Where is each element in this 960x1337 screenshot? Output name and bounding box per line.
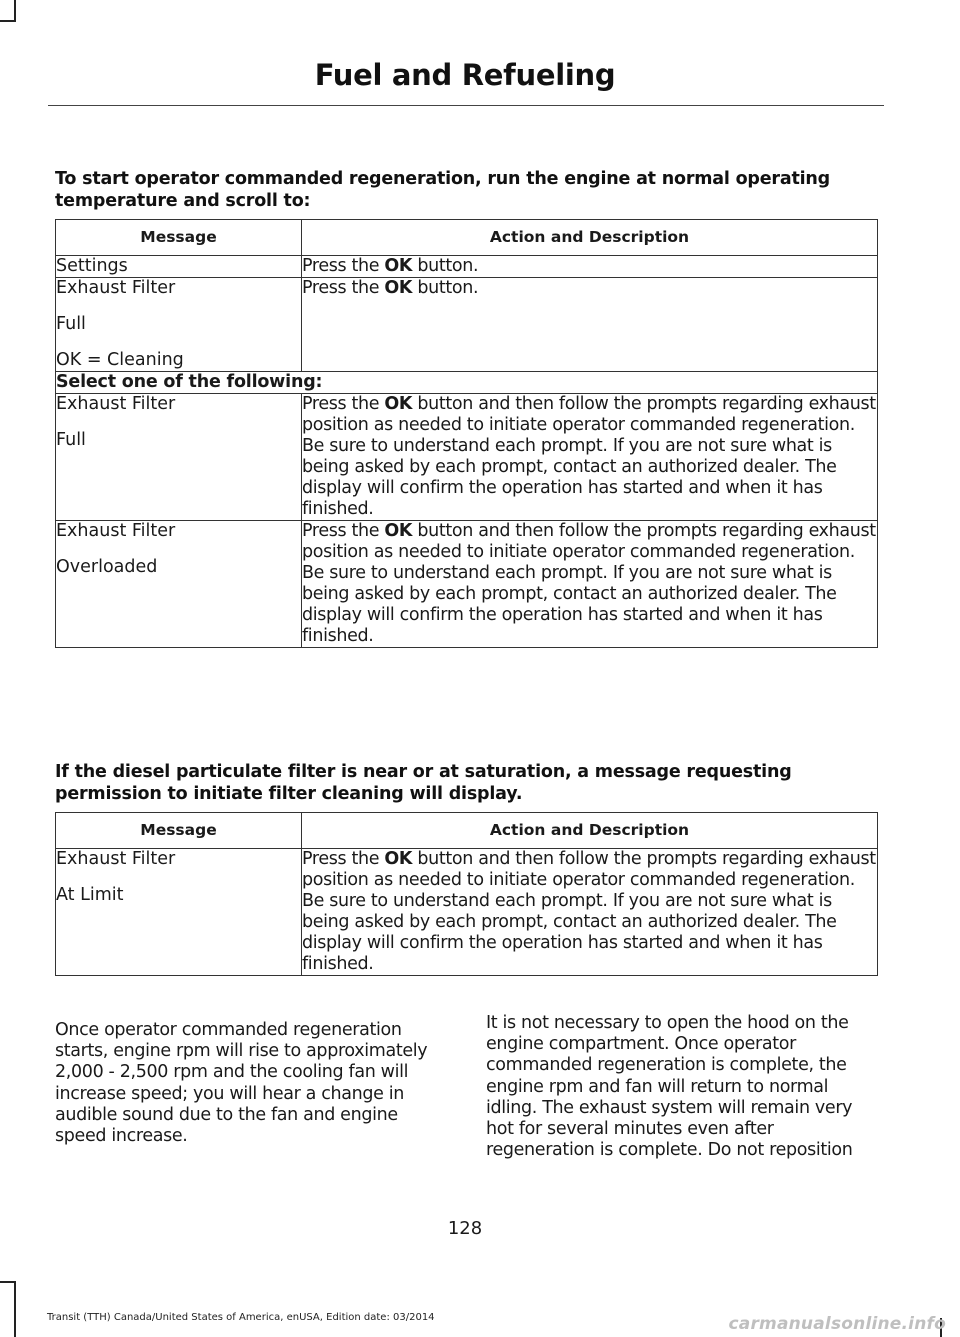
header-divider (48, 105, 884, 106)
table-row (56, 278, 878, 372)
column-header-message: Message (56, 813, 302, 849)
message-line: Full (56, 314, 86, 334)
action-text: button and then follow the prompts regarding exhaust position as needed to initiate operator commanded regeneration. Be sure to understand each prompt. If you are not sure what is being asked by each prompt, contact an authorized dealer. The display will confirm the operation has started and when it has finished. (302, 849, 876, 974)
table-header-row (56, 220, 878, 256)
message-line: Exhaust Filter (56, 521, 176, 541)
action-cell (302, 278, 878, 372)
ok-button-label: OK (384, 394, 413, 414)
table-row (56, 521, 878, 648)
crop-mark-bottom-left-v (14, 1281, 16, 1337)
action-cell (302, 256, 878, 278)
footer-edition-text: Transit (TTH) Canada/United States of America, enUSA, Edition date: 03/2014 (47, 1312, 435, 1323)
table-row (56, 849, 878, 976)
section-label: Select one of the following: (56, 372, 878, 394)
page-number: 128 (447, 1218, 483, 1239)
column-header-action: Action and Description (302, 220, 878, 256)
action-text: button. (412, 256, 479, 276)
action-text: Press the (302, 278, 385, 298)
message-line: Exhaust Filter (56, 278, 176, 298)
page-title: Fuel and Refueling (314, 58, 616, 92)
ok-button-label: OK (384, 521, 413, 541)
action-text: Press the (302, 256, 385, 276)
table-row (56, 256, 878, 278)
message-line: Full (56, 430, 86, 450)
message-cell (56, 394, 302, 521)
message-line: At Limit (56, 885, 124, 905)
action-text: button. (412, 278, 479, 298)
ok-button-label: OK (384, 849, 413, 869)
message-line: OK = Cleaning (56, 350, 184, 370)
message-line: Exhaust Filter (56, 394, 176, 414)
ok-button-label: OK (384, 256, 413, 276)
body-paragraph-right: It is not necessary to open the hood on the engine compartment. Once operator commanded regeneration is complete, the engine rpm and fan will return to normal idling. The exhaust system will remain very hot for several minutes even after regeneration is complete. Do not reposition (486, 1013, 853, 1161)
intro-paragraph-2: If the diesel particulate filter is near or at saturation, a message requesting permission to initiate filter cleaning will display. (55, 762, 792, 804)
message-cell (56, 849, 302, 976)
crop-mark-bottom-left-h (0, 1281, 16, 1283)
message-cell (56, 256, 302, 278)
action-cell (302, 849, 878, 976)
action-cell (302, 521, 878, 648)
message-line: Settings (56, 256, 128, 276)
message-table-1 (55, 219, 878, 648)
body-paragraph-left: Once operator commanded regeneration starts, engine rpm will rise to approximately 2,000 - 2,500 rpm and the cooling fan will increase speed; you will hear a change in audible sound due to the fan and engine speed increase. (55, 1020, 428, 1147)
message-cell (56, 521, 302, 648)
message-cell (56, 278, 302, 372)
column-header-action: Action and Description (302, 813, 878, 849)
table-section-row (56, 372, 878, 394)
column-header-message: Message (56, 220, 302, 256)
action-cell (302, 394, 878, 521)
action-text: button and then follow the prompts regarding exhaust position as needed to initiate operator commanded regeneration. Be sure to understand each prompt. If you are not sure what is being asked by each prompt, contact an authorized dealer. The display will confirm the operation has started and when it has finished. (302, 394, 876, 519)
ok-button-label: OK (384, 278, 413, 298)
intro-paragraph-1: To start operator commanded regeneration, run the engine at normal operating temperature and scroll to: (55, 169, 830, 211)
action-text: Press the (302, 394, 385, 414)
table-row (56, 394, 878, 521)
crop-mark-top-left-h (0, 20, 16, 22)
action-text: Press the (302, 521, 385, 541)
table-header-row (56, 813, 878, 849)
message-line: Overloaded (56, 557, 158, 577)
message-table-2 (55, 812, 878, 976)
action-text: Press the (302, 849, 385, 869)
watermark: carmanualsonline.info (728, 1314, 946, 1334)
crop-mark-top-left-v (14, 0, 16, 20)
message-line: Exhaust Filter (56, 849, 176, 869)
action-text: button and then follow the prompts regarding exhaust position as needed to initiate operator commanded regeneration. Be sure to understand each prompt. If you are not sure what is being asked by each prompt, contact an authorized dealer. The display will confirm the operation has started and when it has finished. (302, 521, 876, 646)
